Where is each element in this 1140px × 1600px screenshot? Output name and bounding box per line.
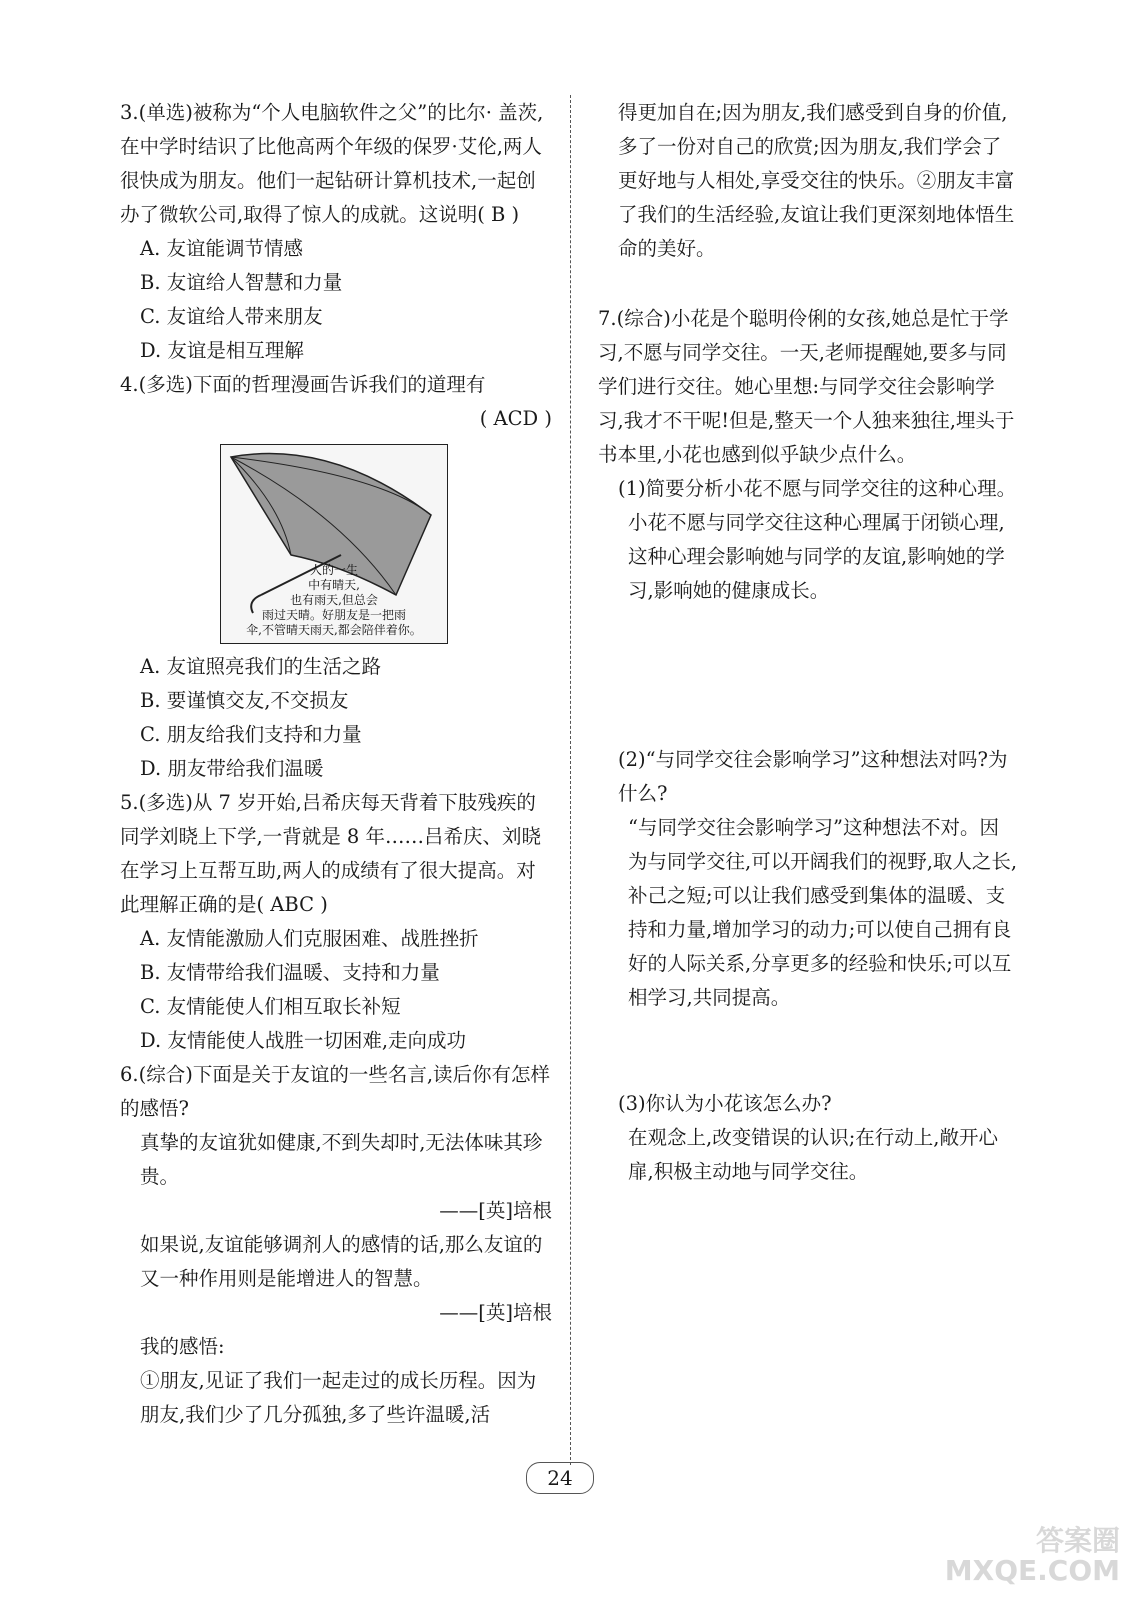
question-6-answer-part-1: ①朋友,见证了我们一起走过的成长历程。因为朋友,我们少了几分孤独,多了些许温暖,活 xyxy=(140,1369,537,1426)
question-5-option-a: A. 友情能激励人们克服困难、战胜挫折 xyxy=(140,927,479,950)
question-6-text: 6.(综合)下面是关于友谊的一些名言,读后你有怎样的感悟? xyxy=(120,1063,551,1120)
page-number: 24 xyxy=(510,1462,610,1502)
question-7-sub-2: (2)“与同学交往会影响学习”这种想法对吗?为什么? xyxy=(618,748,1008,805)
question-7-answer-3: 在观念上,改变错误的认识;在行动上,敞开心扉,积极主动地与同学交往。 xyxy=(628,1126,998,1183)
question-5-option-d: D. 友情能使人战胜一切困难,走向成功 xyxy=(140,1029,467,1052)
question-7-answer-1: 小花不愿与同学交往这种心理属于闭锁心理,这种心理会影响她与同学的友谊,影响她的学习,影响她的健康成长。 xyxy=(628,511,1005,602)
quote-2-source: ——[英]培根 xyxy=(439,1301,552,1324)
watermark-logo: 答案圈 MXQE.COM xyxy=(944,1524,1120,1587)
cartoon-caption-4: 雨过天晴。好朋友是一把雨 xyxy=(261,608,406,622)
umbrella-cartoon xyxy=(220,444,448,644)
quote-1: 真挚的友谊犹如健康,不到失却时,无法体味其珍贵。 xyxy=(140,1131,543,1188)
question-3-option-a: A. 友谊能调节情感 xyxy=(140,237,303,260)
question-4-option-c: C. 朋友给我们支持和力量 xyxy=(140,723,362,746)
question-7-sub-3: (3)你认为小花该怎么办? xyxy=(618,1092,832,1115)
cartoon-caption-3: 也有雨天,但总会 xyxy=(290,593,378,607)
cartoon-caption-5: 伞,不管晴天雨天,都会陪伴着你。 xyxy=(246,623,422,637)
question-4-option-b: B. 要谨慎交友,不交损友 xyxy=(140,689,349,712)
quote-1-source: ——[英]培根 xyxy=(439,1199,552,1222)
question-3-option-d: D. 友谊是相互理解 xyxy=(140,339,304,362)
question-3-option-b: B. 友谊给人智慧和力量 xyxy=(140,271,343,294)
question-7-text: 7.(综合)小花是个聪明伶俐的女孩,她总是忙于学习,不愿与同学交往。一天,老师提醒她,要多与同学们进行交往。她心里想:与同学交往会影响学习,我才不干呢!但是,整天一个人独来独往,埋头于书本里,小花也感到似乎缺少点什么。 xyxy=(598,307,1015,466)
question-4-text: 4.(多选)下面的哲理漫画告诉我们的道理有 xyxy=(120,373,486,396)
question-5-option-b: B. 友情带给我们温暖、支持和力量 xyxy=(140,961,440,984)
question-5-option-c: C. 友情能使人们相互取长补短 xyxy=(140,995,401,1018)
cartoon-caption-1: 人的一生 xyxy=(309,563,358,577)
question-7-answer-2: “与同学交往会影响学习”这种想法不对。因为与同学交往,可以开阔我们的视野,取人之长,补己之短;可以让我们感受到集体的温暖、支持和力量,增加学习的动力;可以使自己拥有良好的人际关系,分享更多的经验和快乐;可以互相学习,共同提高。 xyxy=(628,816,1018,1009)
left-column xyxy=(120,96,552,1432)
cartoon-caption-2: 中有晴天, xyxy=(308,578,360,592)
question-4-option-a: A. 友谊照亮我们的生活之路 xyxy=(140,655,381,678)
question-4-answer: ( ACD ) xyxy=(479,407,552,430)
question-3-option-c: C. 友谊给人带来朋友 xyxy=(140,305,323,328)
column-divider xyxy=(570,95,571,1465)
my-reflection-label: 我的感悟: xyxy=(140,1335,225,1358)
question-3-text: 3.(单选)被称为“个人电脑软件之父”的比尔· 盖茨,在中学时结识了比他高两个年级的保罗·艾伦,两人很快成为朋友。他们一起钻研计算机技术,一起创办了微软公司,取得了惊人的成就。这说明( B ) xyxy=(120,101,544,226)
question-7-sub-1: (1)简要分析小花不愿与同学交往的这种心理。 xyxy=(618,477,1017,500)
right-column xyxy=(598,96,1018,1189)
question-4-option-d: D. 朋友带给我们温暖 xyxy=(140,757,324,780)
question-5-text: 5.(多选)从 7 岁开始,吕希庆每天背着下肢残疾的同学刘晓上下学,一背就是 8 年……吕希庆、刘晓在学习上互帮互助,两人的成绩有了很大提高。对此理解正确的是( ABC ) xyxy=(120,791,542,916)
question-6-answer-part-2: 得更加自在;因为朋友,我们感受到自身的价值,多了一份对自己的欣赏;因为朋友,我们学会了更好地与人相处,享受交往的快乐。②朋友丰富了我们的生活经验,友谊让我们更深刻地体悟生命的美好。 xyxy=(618,101,1015,260)
quote-2: 如果说,友谊能够调剂人的感情的话,那么友谊的又一种作用则是能增进人的智慧。 xyxy=(140,1233,543,1290)
